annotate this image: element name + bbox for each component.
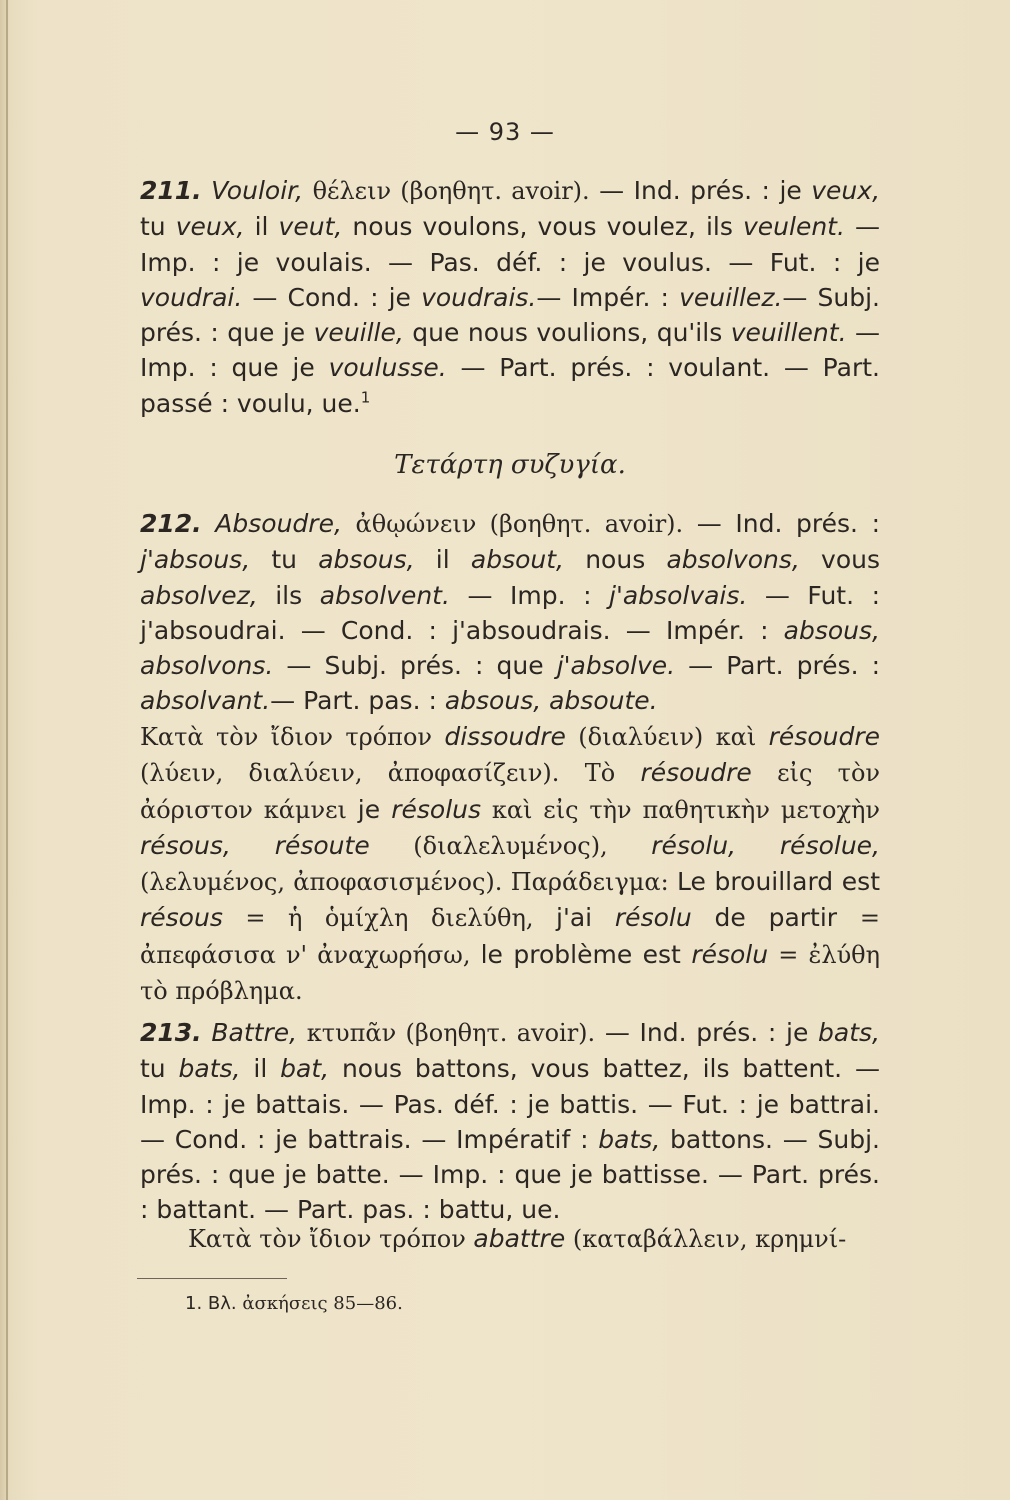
section-212: [140, 506, 880, 719]
verb-headword: Battre,: [211, 1018, 298, 1047]
verb-headword: Absoudre,: [215, 509, 342, 538]
section-number: 213.: [140, 1018, 202, 1047]
greek-meaning: θέλειν (βοηθητ. avoir).: [312, 177, 590, 205]
section-212-text: 212. Absoudre, ἀθῳώνειν (βοηθητ. avoir). — Ind. prés. : j'absous, tu absous, il absout, nous absolvons, vous absolvez, ils absolvent. — Imp. : j'absolvais. — Fut. : j'absoudrai. — Cond. : j'absoudrais. — Impér. : absous, absolvons. — Subj. prés. : que j'absolve. — Part. prés. : absolvant.— Part. pas. : absous, absoute.: [140, 509, 881, 716]
page-number: — 93 —: [455, 118, 555, 146]
footnote-marker: 1: [360, 388, 371, 407]
section-211-text: 211. Vouloir, θέλειν (βοηθητ. avoir). — Ind. prés. : je veux, tu veux, il veut, nous voulons, vous voulez, ils veulent. — Imp. : je voulais. — Pas. déf. : je voulus. — Fut. : je voudrai. — Cond. : je voudrais.— Impér. : veuillez.— Subj. prés. : que je veuille, que nous voulions, qu'ils veuillent. — Imp. : que je voulusse. — Part. prés. : voulant. — Part. passé : voulu, ue.$^1$: [140, 176, 881, 418]
section-number: 211.: [140, 176, 202, 205]
paragraph-abattre-text: Κατὰ τὸν ἴδιον τρόπον abattre (καταβάλλειν, κρημνί-: [188, 1224, 847, 1253]
section-number: 212.: [140, 509, 202, 538]
footnote: [185, 1291, 403, 1317]
footnote-text: ἀσκήσεις 85—86.: [242, 1293, 403, 1314]
greek-meaning: κτυπᾶν (βοηθητ. avoir).: [306, 1019, 596, 1047]
section-211: [140, 173, 880, 421]
section-213-text: 213. Battre, κτυπᾶν (βοηθητ. avoir). — Ind. prés. : je bats, tu bats, il bat, nous battons, vous battez, ils battent. — Imp. : je battais. — Pas. déf. : je battis. — Fut. : je battrai. — Cond. : je battrais. — Impératif : bats, battons. — Subj. prés. : que je batte. — Imp. : que je battisse. — Part. prés. : battant. — Part. pas. : battu, ue.: [140, 1018, 880, 1225]
verb-headword: Vouloir,: [211, 176, 304, 205]
conjugation-heading: Τετάρτη συζυγία.: [394, 450, 626, 480]
paragraph-dissoudre-text: Κατὰ τὸν ἴδιον τρόπον dissoudre (διαλύειν) καὶ résoudre (λύειν, διαλύειν, ἀποφασίζειν). Τὸ résoudre εἰς τὸν ἀόριστον κάμνει je résolus καὶ εἰς τὴν παθητικὴν μετοχὴν résous, résoute (διαλελυμένος), résolu, résolue, (λελυμένος, ἀποφασισμένος). Παράδειγμα: Le brouillard est résous = ἡ ὁμίχλη διελύθη, j'ai résolu de partir = ἀπεφάσισα ν' ἀναχωρήσω, le problème est résolu = ἐλύθη τὸ πρόβλημα.: [140, 722, 881, 1006]
footnote-divider: [137, 1278, 287, 1279]
page-binding-edge: [6, 0, 8, 1500]
footnote-label: 1. Βλ.: [185, 1293, 237, 1314]
section-213: [140, 1015, 880, 1228]
paragraph-dissoudre: [140, 719, 880, 1009]
paragraph-abattre: [140, 1221, 880, 1257]
greek-meaning: ἀθῳώνειν (βοηθητ. avoir).: [355, 510, 684, 538]
